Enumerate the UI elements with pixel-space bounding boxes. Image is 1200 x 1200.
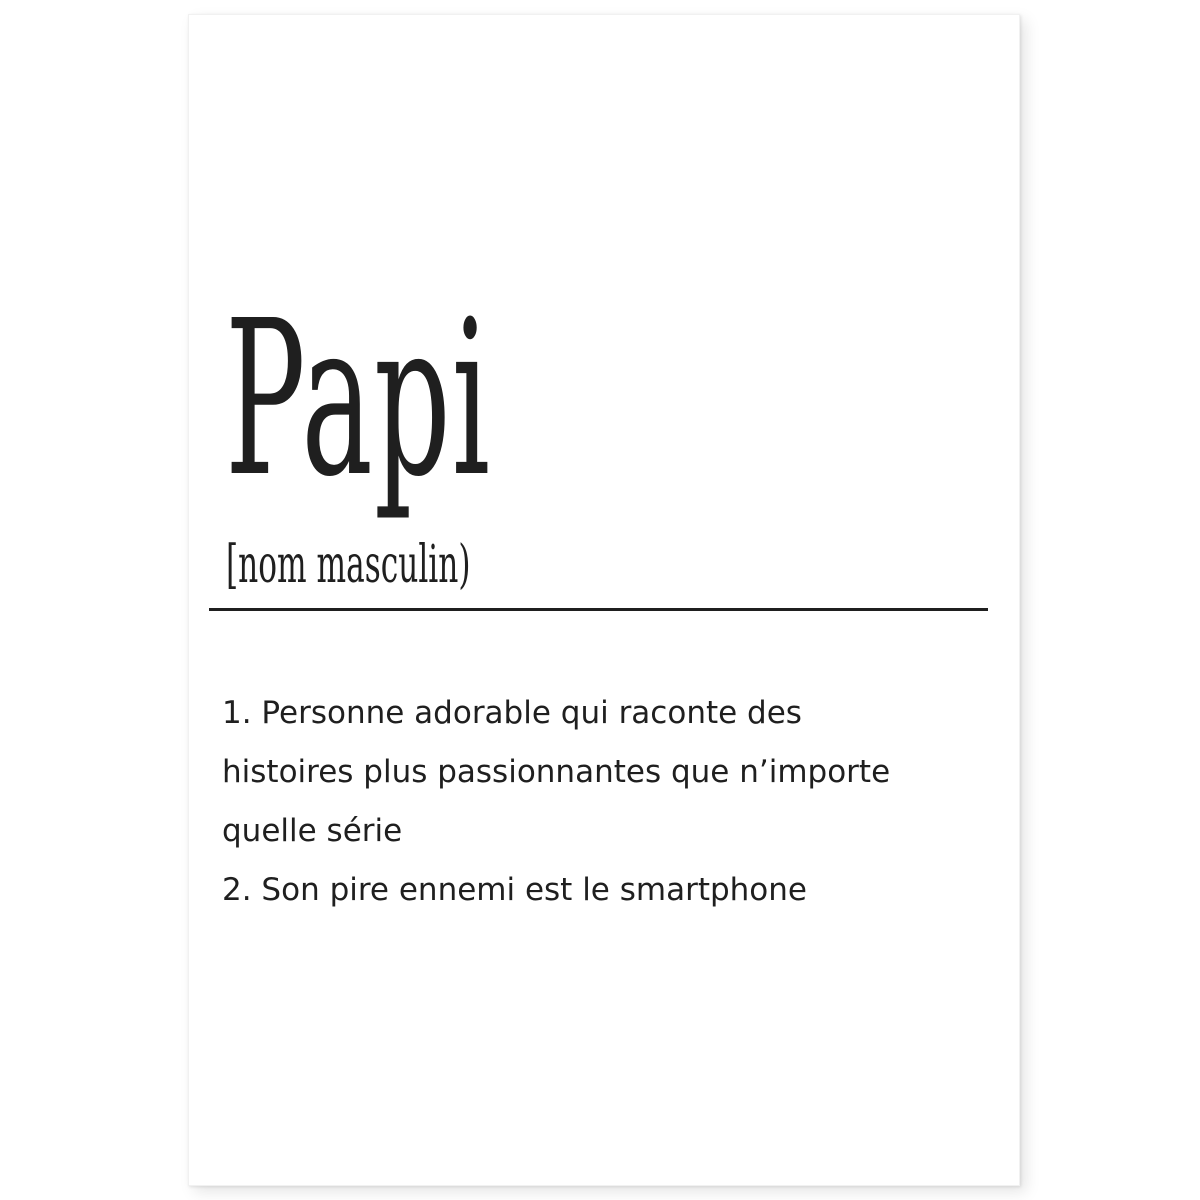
definition-line: 1. Personne adorable qui raconte des <box>222 695 802 731</box>
definition-line: histoires plus passionnantes que n’importe <box>222 754 891 790</box>
part-of-speech: [nom masculin) <box>226 535 471 595</box>
definition-line: 2. Son pire ennemi est le smartphone <box>222 872 807 908</box>
headword: Papi <box>225 275 492 524</box>
definition-poster <box>188 14 1020 1186</box>
definition-list <box>222 684 1022 920</box>
divider-rule <box>209 608 988 611</box>
definition-line: quelle série <box>222 813 403 849</box>
